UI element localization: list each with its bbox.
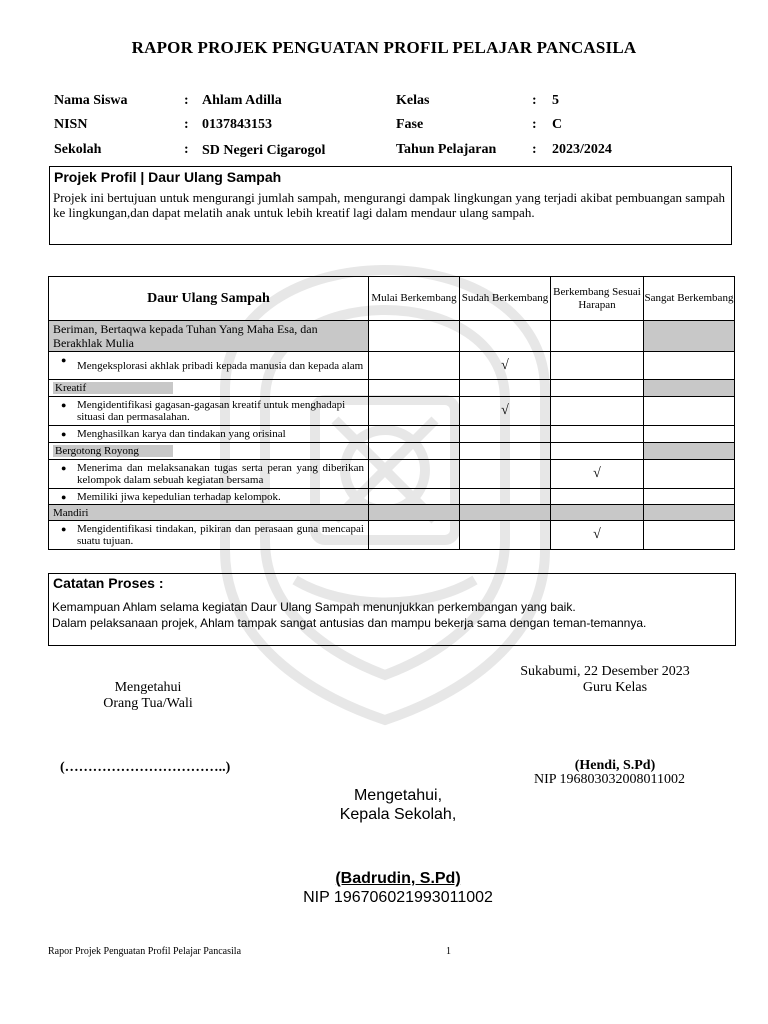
project-description: Projek ini bertujuan untuk mengurangi jumlah sampah, mengurangi dampak lingkungan yang terjadi akibat pembuangan sampah ke lingkungan,dan dapat melatih anak untuk lebih kreatif lagi dalam mendaur ulang sampah.	[53, 190, 725, 220]
parent-signature-blank: (……………………………..)	[60, 760, 231, 775]
parent-acknowledge: Mengetahui	[114, 680, 182, 695]
empty-cell	[551, 321, 644, 352]
mb-cell	[369, 460, 460, 489]
document-title: RAPOR PROJEK PENGUATAN PROFIL PELAJAR PANCASILA	[131, 38, 637, 57]
place-date: Sukabumi, 22 Desember 2023	[520, 664, 690, 679]
category-label: Kreatif	[53, 382, 173, 394]
check-mark: √	[460, 397, 551, 426]
phase-colon: :	[532, 117, 537, 132]
name-label: Nama Siswa	[54, 93, 128, 108]
sab-cell	[644, 489, 735, 505]
class-value: 5	[552, 93, 559, 108]
school-value: SD Negeri Cigarogol	[202, 143, 326, 158]
process-notes-line-1: Kemampuan Ahlam selama kegiatan Daur Ulang Sampah menunjukkan perkembangan yang baik.	[52, 600, 576, 614]
project-box	[49, 166, 732, 245]
category-cell	[49, 380, 369, 397]
category-row	[49, 380, 735, 397]
empty-cell	[369, 321, 460, 352]
category-label: Beriman, Bertaqwa kepada Tuhan Yang Maha Esa, dan Berakhlak Mulia	[49, 321, 369, 352]
item-text: Mengidentifikasi gagasan-gagasan kreatif untuk menghadapi situasi dan permasalahan.	[77, 399, 346, 423]
parent-role: Orang Tua/Wali	[103, 696, 193, 711]
shaded-cell	[644, 380, 735, 397]
check-mark: √	[551, 521, 644, 550]
col-sangat-berkembang: Sangat Berkembang	[644, 277, 735, 321]
school-label: Sekolah	[54, 142, 102, 157]
class-label: Kelas	[396, 93, 430, 108]
sb-cell	[460, 460, 551, 489]
table-row	[49, 397, 735, 426]
item-cell: ● Menerima dan melaksanakan tugas serta peran yang diberikan kelompok dalam sebuah kegiatan bersama	[49, 460, 369, 489]
bsh-cell	[551, 426, 644, 443]
sab-cell	[644, 426, 735, 443]
table-row	[49, 521, 735, 550]
category-row	[49, 443, 735, 460]
phase-label: Fase	[396, 117, 424, 132]
empty-cell	[369, 443, 460, 460]
bsh-cell	[551, 397, 644, 426]
name-value: Ahlam Adilla	[202, 93, 282, 108]
principal-acknowledge: Mengetahui,	[353, 787, 443, 804]
name-colon: :	[184, 93, 189, 108]
mb-cell	[369, 426, 460, 443]
table-row	[49, 352, 735, 380]
nisn-value: 0137843153	[202, 117, 272, 132]
item-cell: ● Mengeksplorasi akhlak pribadi kepada manusia dan kepada alam	[49, 352, 369, 380]
item-text: Mengidentifikasi tindakan, pikiran dan perasaan guna mencapai suatu tujuan.	[77, 523, 364, 547]
principal-role: Kepala Sekolah,	[339, 806, 457, 823]
page-number: 1	[446, 946, 451, 957]
item-cell: ● Menghasilkan karya dan tindakan yang orisinal	[49, 426, 369, 443]
nisn-label: NISN	[54, 117, 88, 132]
phase-value: C	[552, 117, 563, 132]
shaded-cell	[369, 505, 460, 521]
shaded-cell	[644, 505, 735, 521]
teacher-role: Guru Kelas	[582, 680, 648, 695]
bsh-cell	[551, 489, 644, 505]
item-cell: ● Memiliki jiwa kepedulian terhadap kelompok.	[49, 489, 369, 505]
shaded-cell	[644, 321, 735, 352]
process-notes-header: Catatan Proses :	[53, 575, 164, 591]
year-colon: :	[532, 142, 537, 157]
item-cell: ● Mengidentifikasi tindakan, pikiran dan perasaan guna mencapai suatu tujuan.	[49, 521, 369, 550]
empty-cell	[369, 380, 460, 397]
mb-cell	[369, 352, 460, 380]
table-row	[49, 489, 735, 505]
table-row	[49, 426, 735, 443]
item-text: Mengeksplorasi akhlak pribadi kepada manusia dan kepada alam	[77, 359, 364, 372]
empty-cell	[551, 443, 644, 460]
process-notes-box	[48, 573, 736, 646]
category-label: Bergotong Royong	[53, 445, 173, 457]
category-row	[49, 505, 735, 521]
project-header: Projek Profil | Daur Ulang Sampah	[54, 169, 282, 185]
category-label: Mandiri	[49, 505, 369, 521]
year-value: 2023/2024	[552, 142, 612, 157]
item-text: Memiliki jiwa kepedulian terhadap kelompok.	[77, 490, 281, 503]
sab-cell	[644, 521, 735, 550]
principal-name: (Badrudin, S.Pd)	[335, 870, 461, 887]
empty-cell	[460, 443, 551, 460]
category-cell	[49, 443, 369, 460]
year-label: Tahun Pelajaran	[396, 142, 497, 157]
check-mark: √	[460, 352, 551, 380]
mb-cell	[369, 489, 460, 505]
principal-nip: NIP 196706021993011002	[303, 889, 493, 906]
process-notes-line-2: Dalam pelaksanaan projek, Ahlam tampak sangat antusias dan mampu bekerja sama dengan teman-temannya.	[52, 616, 647, 630]
empty-cell	[551, 380, 644, 397]
item-cell: ● Mengidentifikasi gagasan-gagasan kreatif untuk menghadapi situasi dan permasalahan.	[49, 397, 369, 426]
col-berkembang-sesuai-harapan: Berkembang Sesuai Harapan	[551, 277, 644, 321]
check-mark: √	[551, 460, 644, 489]
school-colon: :	[184, 142, 189, 157]
shaded-cell	[644, 443, 735, 460]
sb-cell	[460, 521, 551, 550]
table-row	[49, 460, 735, 489]
empty-cell	[460, 380, 551, 397]
teacher-nip: NIP 196803032008011002	[534, 772, 686, 787]
bsh-cell	[551, 352, 644, 380]
assessment-table	[48, 276, 735, 550]
mb-cell	[369, 397, 460, 426]
shaded-cell	[460, 505, 551, 521]
col-mulai-berkembang: Mulai Berkembang	[369, 277, 460, 321]
sb-cell	[460, 426, 551, 443]
footer-text: Rapor Projek Penguatan Profil Pelajar Pancasila	[48, 946, 242, 957]
teacher-name: (Hendi, S.Pd)	[574, 758, 656, 773]
shaded-cell	[551, 505, 644, 521]
col-sudah-berkembang: Sudah Berkembang	[460, 277, 551, 321]
mb-cell	[369, 521, 460, 550]
category-row	[49, 321, 735, 352]
item-text: Menghasilkan karya dan tindakan yang orisinal	[77, 428, 286, 440]
table-header-row	[49, 277, 735, 321]
table-title: Daur Ulang Sampah	[49, 277, 369, 321]
class-colon: :	[532, 93, 537, 108]
sab-cell	[644, 460, 735, 489]
sab-cell	[644, 352, 735, 380]
empty-cell	[460, 321, 551, 352]
item-text: Menerima dan melaksanakan tugas serta peran yang diberikan kelompok dalam sebuah kegiatan bersama	[77, 462, 364, 486]
nisn-colon: :	[184, 117, 189, 132]
sb-cell	[460, 489, 551, 505]
sab-cell	[644, 397, 735, 426]
